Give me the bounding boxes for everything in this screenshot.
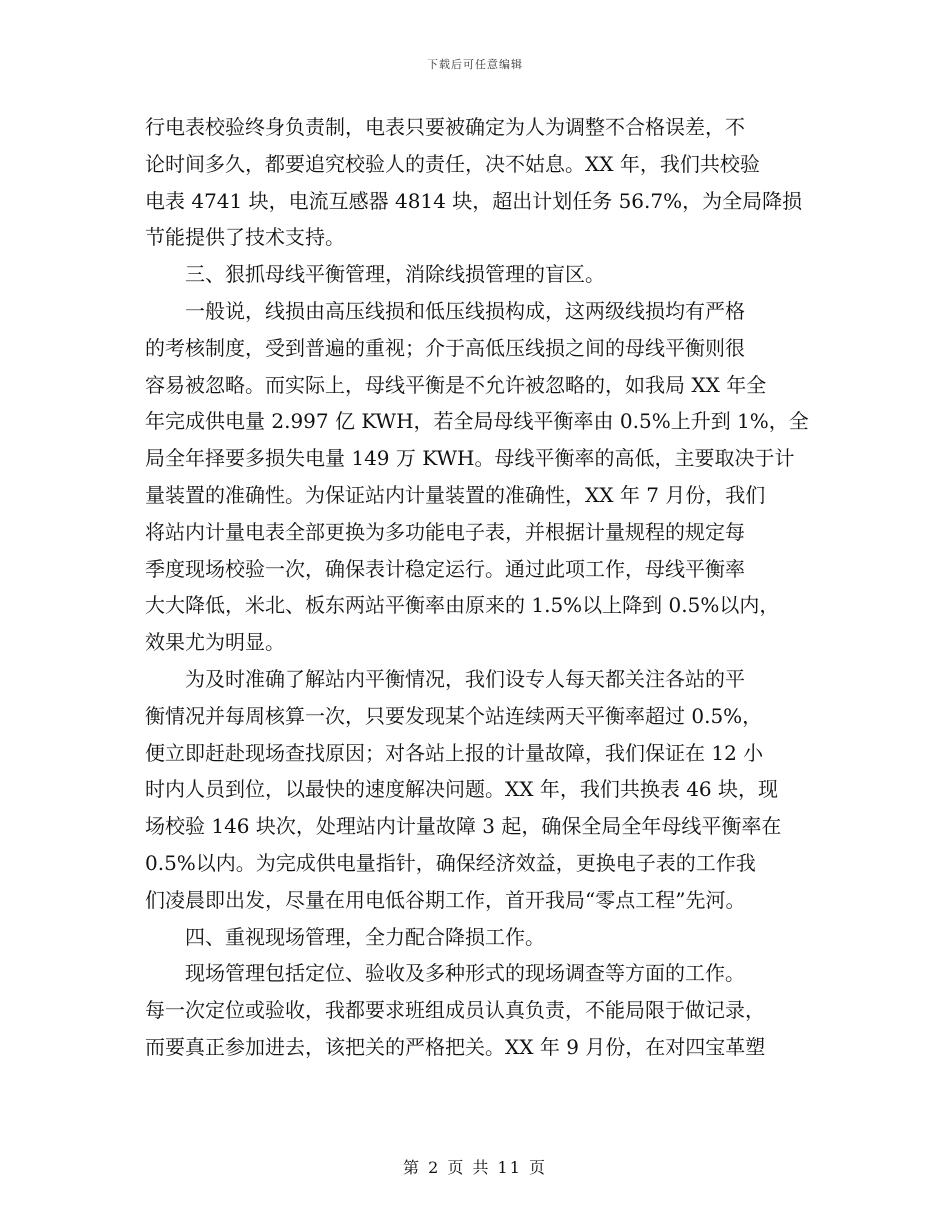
heading-line: 三、狠抓母线平衡管理，消除线损管理的盲区。 bbox=[145, 262, 605, 287]
text-line: 而要真正参加进去，该把关的严格把关。XX 年 9 月份，在对四宝革塑 bbox=[145, 1034, 766, 1059]
text-line: 为及时准确了解站内平衡情况，我们设专人每天都关注各站的平 bbox=[145, 666, 745, 691]
text-line: 便立即赶赴现场查找原因；对各站上报的计量故障，我们保证在 12 小 bbox=[145, 740, 764, 765]
text-line: 电表 4741 块，电流互感器 4814 块，超出计划任务 56.7%，为全局降损 bbox=[145, 188, 803, 213]
section-heading-3 bbox=[145, 256, 810, 293]
document-body bbox=[145, 109, 810, 1066]
text-line: 将站内计量电表全部更换为多功能电子表，并根据计量规程的规定每 bbox=[145, 519, 745, 544]
text-line: 容易被忽略。而实际上，母线平衡是不允许被忽略的，如我局 XX 年全 bbox=[145, 372, 767, 397]
text-line: 衡情况并每周核算一次，只要发现某个站连续两天平衡率超过 0.5%， bbox=[145, 703, 763, 728]
paragraph-site-management bbox=[145, 955, 810, 1065]
paragraph-station-balance bbox=[145, 661, 810, 919]
text-line: 效果尤为明显。 bbox=[145, 630, 285, 655]
text-line: 量装置的准确性。为保证站内计量装置的准确性，XX 年 7 月份，我们 bbox=[145, 482, 766, 507]
heading-line: 四、重视现场管理，全力配合降损工作。 bbox=[145, 924, 545, 949]
text-line: 时内人员到位，以最快的速度解决问题。XX 年，我们共换表 46 块，现 bbox=[145, 777, 778, 802]
text-line: 季度现场校验一次，确保表计稳定运行。通过此项工作，母线平衡率 bbox=[145, 556, 745, 581]
paragraph-continuation bbox=[145, 109, 810, 256]
text-line: 的考核制度，受到普遍的重视；介于高低压线损之间的母线平衡则很 bbox=[145, 335, 745, 360]
page-header-note: 下载后可任意编辑 bbox=[427, 58, 523, 71]
text-line: 现场管理包括定位、验收及多种形式的现场调查等方面的工作。 bbox=[145, 961, 745, 986]
text-line: 0.5%以内。为完成供电量指针，确保经济效益，更换电子表的工作我 bbox=[145, 850, 756, 875]
text-line: 大大降低，米北、板东两站平衡率由原来的 1.5%以上降到 0.5%以内， bbox=[145, 593, 780, 618]
text-line: 节能提供了技术支持。 bbox=[145, 225, 345, 250]
text-line: 一般说，线损由高压线损和低压线损构成，这两级线损均有严格 bbox=[145, 298, 745, 323]
text-line: 年完成供电量 2.997 亿 KWH，若全局母线平衡率由 0.5%上升到 1%，全 bbox=[145, 409, 809, 434]
text-line: 论时间多久，都要追究校验人的责任，决不姑息。XX 年，我们共校验 bbox=[145, 151, 760, 176]
text-line: 们凌晨即出发，尽量在用电低谷期工作，首开我局“零点工程”先河。 bbox=[145, 887, 746, 912]
text-line: 每一次定位或验收，我都要求班组成员认真负责，不能局限于做记录， bbox=[145, 998, 765, 1023]
text-line: 局全年择要多损失电量 149 万 KWH。母线平衡率的高低，主要取决于计 bbox=[145, 446, 795, 471]
text-line: 行电表校验终身负责制，电表只要被确定为人为调整不合格误差，不 bbox=[145, 115, 745, 139]
text-line: 场校验 146 块次，处理站内计量故障 3 起，确保全局全年母线平衡率在 bbox=[145, 814, 782, 839]
section-heading-4 bbox=[145, 919, 810, 956]
paragraph-bus-balance bbox=[145, 293, 810, 661]
page-number-footer: 第 2 页 共 11 页 bbox=[403, 1158, 547, 1177]
